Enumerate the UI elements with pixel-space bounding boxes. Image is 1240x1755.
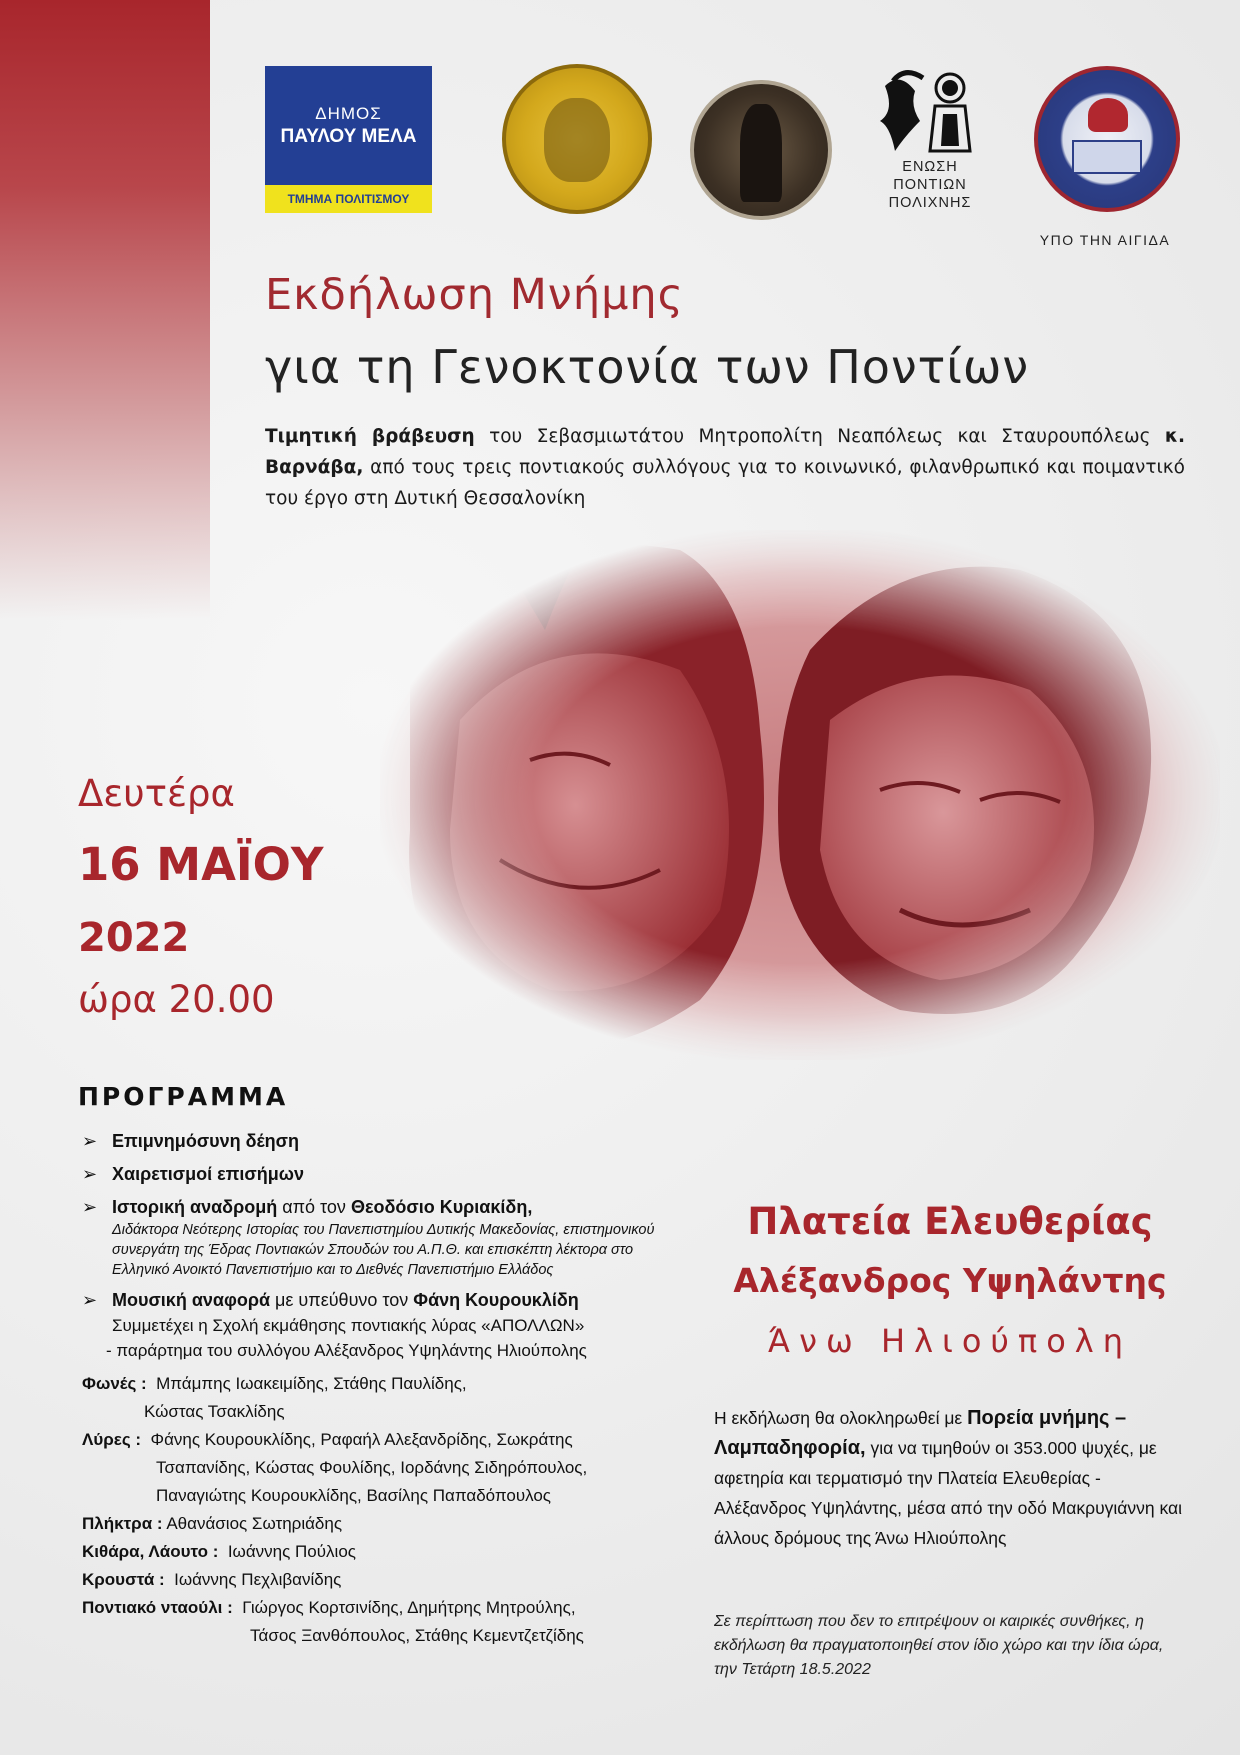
role-value: Αθανάσιος Σωτηριάδης [166, 1514, 343, 1533]
role-percussion [82, 1566, 682, 1594]
dimos-pavlou-mela-logo [265, 66, 432, 213]
role-keys [82, 1510, 682, 1538]
event-year: 2022 [78, 915, 190, 961]
program-item [82, 1194, 682, 1280]
location-name: Αλέξανδρος Υψηλάντης [733, 1261, 1167, 1300]
enosi-logo-line1: ΕΝΩΣΗ [902, 159, 958, 175]
program-item-3-text: από τον [277, 1197, 351, 1217]
role-value: Τάσος Ξανθόπουλος, Στάθης Κεμεντζετζίδης [250, 1626, 584, 1645]
pontos-association-seal-icon [690, 80, 832, 220]
honor-rest: από τους τρεις ποντιακούς συλλόγους για το κοινωνικό, φιλανθρωπικό και ποιμαντικό του έργο στη Δυτική Θεσσαλονίκη [265, 457, 1185, 509]
role-value: Γιώργος Κορτσινίδης, Δημήτρης Μητρούλης, [242, 1598, 576, 1617]
program-item [82, 1287, 682, 1363]
enosi-pontion-polichnis-logo [870, 66, 990, 216]
location-area: Άνω Ηλιούπολη [768, 1322, 1132, 1360]
grandmother-child-photo [380, 530, 1220, 1060]
role-ntaouli [82, 1594, 682, 1650]
eagle-saint-emblem-icon [875, 66, 985, 156]
role-label: Πλήκτρα : [82, 1514, 163, 1533]
arrow-bullet-icon: ➢ [82, 1164, 98, 1184]
under-aegis-label: ΥΠΟ ΤΗΝ ΑΙΓΙΔΑ [1039, 232, 1171, 248]
program-list [82, 1128, 682, 1650]
musicians-list [82, 1370, 682, 1650]
role-label: Ποντιακό νταούλι : [82, 1598, 233, 1617]
dimos-logo-top [265, 66, 432, 185]
role-lyres [82, 1426, 682, 1510]
role-label: Φωνές : [82, 1374, 147, 1393]
honor-lead-text: του Σεβασμιωτάτου Μητροπολίτη Νεαπόλεως και Σταυρουπόλεως [474, 426, 1165, 447]
program-item-2: Χαιρετισμοί επισήμων [112, 1164, 304, 1184]
role-value: Τσαπανίδης, Κώστας Φουλίδης, Ιορδάνης Σιδηρόπουλος, [156, 1458, 588, 1477]
program-item-3-name: Θεοδόσιο Κυριακίδη, [350, 1197, 533, 1217]
program-heading: ΠΡΟΓΡΑΜΜΑ [78, 1082, 289, 1111]
program-item-4-text: με υπεύθυνο τον [270, 1290, 414, 1310]
event-date: 16 ΜΑΪΟΥ [78, 838, 324, 891]
program-item-1: Επιμνημόσυνη δέηση [112, 1131, 299, 1151]
role-guitar [82, 1538, 682, 1566]
role-label: Λύρες : [82, 1430, 142, 1449]
honor-lead: Τιμητική βράβευση [265, 426, 475, 447]
program-item [82, 1161, 682, 1187]
ypsilantis-association-seal-icon [502, 64, 652, 214]
dimos-logo-line1: ΔΗΜΟΣ [315, 103, 382, 123]
program-item-4-line3: - παράρτημα του συλλόγου Αλέξανδρος Υψηλάντης Ηλιούπολης [106, 1341, 587, 1360]
portrait-icon [544, 98, 610, 182]
event-day: Δευτέρα [78, 772, 235, 815]
program-item-4-title: Μουσική αναφορά [112, 1290, 271, 1310]
program-item-3-title: Ιστορική αναδρομή [112, 1197, 278, 1217]
dimos-logo-dept: ΤΜΗΜΑ ΠΟΛΙΤΙΣΜΟΥ [265, 185, 432, 213]
event-subtitle: για τη Γενοκτονία των Ποντίων [265, 340, 1030, 394]
weather-note: Σε περίπτωση που δεν το επιτρέψουν οι καιρικές συνθήκες, η εκδήλωση θα πραγματοποιηθεί στον ίδιο χώρο και την ίδια ώρα, την Τετάρτη 18.5.2022 [714, 1613, 1164, 1678]
march-paragraph [714, 1403, 1194, 1553]
event-title: Εκδήλωση Μνήμης [265, 270, 684, 320]
enosi-logo-text [870, 158, 990, 212]
role-value: Μπάμπης Ιωακειμίδης, Στάθης Παυλίδης, [156, 1374, 467, 1393]
enosi-logo-line3: ΠΟΛΙΧΝΗΣ [888, 195, 972, 211]
role-label: Κιθάρα, Λάουτο : [82, 1542, 219, 1561]
sidebar-gradient [0, 0, 210, 620]
march-text-1: Η εκδήλωση θα ολοκληρωθεί με [714, 1408, 968, 1428]
role-value: Κώστας Τσακλίδης [144, 1402, 285, 1421]
role-value: Παναγιώτης Κουρουκλίδης, Βασίλης Παπαδόπουλος [156, 1486, 552, 1505]
program-item-4-name: Φάνη Κουρουκλίδη [413, 1290, 579, 1310]
role-value: Φάνης Κουρουκλίδης, Ραφαήλ Αλεξανδρίδης, Σωκράτης [150, 1430, 573, 1449]
building-icon [1072, 140, 1142, 174]
dimos-logo-line2: ΠΑΥΛΟΥ ΜΕΛΑ [280, 125, 417, 147]
arrow-bullet-icon: ➢ [82, 1131, 98, 1151]
march-bold: Πορεία μνήμης – Λαμπαδηφορία, [714, 1407, 1127, 1459]
arrow-bullet-icon: ➢ [82, 1197, 98, 1217]
location-square: Πλατεία Ελευθερίας [747, 1200, 1153, 1243]
role-value: Ιωάννης Πεχλιβανίδης [174, 1570, 342, 1589]
honor-name: κ. Βαρνάβα, [265, 426, 1185, 478]
pontic-federation-seal-icon [1034, 66, 1180, 212]
honor-paragraph [265, 421, 1185, 514]
role-label: Κρουστά : [82, 1570, 165, 1589]
role-voices [82, 1370, 682, 1426]
program-item [82, 1128, 682, 1154]
role-value: Ιωάννης Πούλιος [227, 1542, 356, 1561]
arrow-bullet-icon: ➢ [82, 1290, 98, 1310]
pontic-figure-icon [740, 104, 782, 202]
program-item-3-description: Διδάκτορα Νεότερης Ιστορίας του Πανεπιστημίου Δυτικής Μακεδονίας, επιστημονικού συνεργάτη της Έδρας Ποντιακών Σπουδών του Α.Π.Θ. και επισκέπτη λέκτορα στο Ελληνικό Ανοικτό Πανεπιστήμιο και το Διεθνές Πανεπιστήμιο Ελλάδος [112, 1222, 655, 1278]
program-item-4-line2: Συμμετέχει η Σχολή εκμάθησης ποντιακής λύρας «ΑΠΟΛΛΩΝ» [112, 1316, 585, 1335]
double-headed-eagle-icon [1088, 98, 1128, 132]
event-time: ώρα 20.00 [78, 978, 275, 1021]
enosi-logo-line2: ΠΟΝΤΙΩΝ [893, 177, 967, 193]
march-text-2: για να τιμηθούν οι 353.000 ψυχές, με αφετηρία και τερματισμό την Πλατεία Ελευθερίας - Αλέξανδρος Υψηλάντης, μέσα από την οδό Μακρυγιάννη και άλλους δρόμους της Άνω Ηλιούπολης [714, 1438, 1183, 1548]
